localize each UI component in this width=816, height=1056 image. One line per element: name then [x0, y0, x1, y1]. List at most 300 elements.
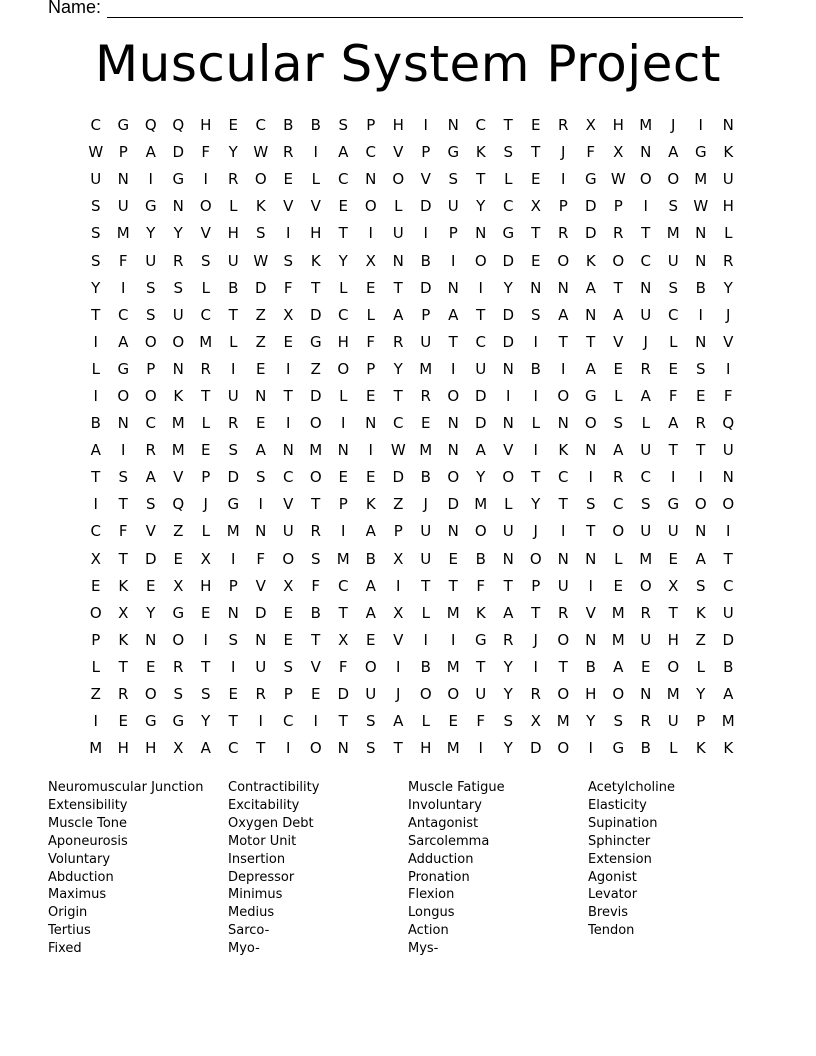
grid-letter[interactable]: J	[561, 143, 566, 162]
grid-letter[interactable]: F	[723, 386, 733, 405]
grid-letter[interactable]: D	[474, 414, 487, 433]
grid-letter[interactable]: T	[476, 305, 486, 324]
grid-letter[interactable]: L	[724, 224, 733, 243]
grid-letter[interactable]: O	[172, 630, 185, 649]
grid-letter[interactable]: M	[666, 224, 680, 243]
grid-letter[interactable]: B	[365, 549, 376, 568]
grid-letter[interactable]: T	[283, 386, 293, 405]
grid-letter[interactable]: E	[283, 603, 293, 622]
grid-letter[interactable]: V	[283, 495, 294, 514]
grid-letter[interactable]: E	[613, 359, 623, 378]
grid-letter[interactable]: P	[366, 116, 376, 135]
grid-letter[interactable]: O	[474, 522, 487, 541]
grid-letter[interactable]: M	[171, 441, 185, 460]
grid-letter[interactable]: I	[506, 386, 511, 405]
grid-letter[interactable]: O	[254, 170, 267, 189]
grid-letter[interactable]: U	[392, 224, 404, 243]
name-underline[interactable]	[107, 1, 743, 18]
grid-letter[interactable]: T	[118, 657, 128, 676]
grid-letter[interactable]: V	[585, 603, 596, 622]
grid-letter[interactable]: E	[696, 386, 706, 405]
grid-letter[interactable]: S	[668, 197, 679, 216]
grid-letter[interactable]: I	[286, 414, 291, 433]
grid-letter[interactable]: N	[502, 359, 514, 378]
grid-letter[interactable]: T	[421, 576, 431, 595]
grid-letter[interactable]: N	[585, 549, 597, 568]
grid-letter[interactable]: L	[91, 359, 100, 378]
grid-letter[interactable]: I	[698, 468, 703, 487]
grid-letter[interactable]: O	[667, 657, 680, 676]
grid-letter[interactable]: D	[419, 197, 432, 216]
grid-letter[interactable]: Q	[144, 116, 157, 135]
grid-letter[interactable]: V	[145, 522, 156, 541]
grid-letter[interactable]: L	[504, 495, 513, 514]
grid-letter[interactable]: T	[201, 657, 211, 676]
grid-letter[interactable]: N	[722, 116, 734, 135]
grid-letter[interactable]: H	[667, 630, 679, 649]
grid-letter[interactable]: M	[666, 685, 680, 704]
grid-letter[interactable]: C	[668, 305, 679, 324]
grid-letter[interactable]: I	[93, 386, 98, 405]
grid-letter[interactable]: N	[475, 224, 487, 243]
grid-letter[interactable]: I	[258, 712, 263, 731]
grid-letter[interactable]: Y	[503, 739, 513, 758]
grid-letter[interactable]: I	[478, 278, 483, 297]
grid-letter[interactable]: C	[558, 468, 569, 487]
grid-letter[interactable]: T	[641, 224, 651, 243]
grid-letter[interactable]: Y	[503, 278, 513, 297]
grid-letter[interactable]: N	[172, 359, 184, 378]
grid-letter[interactable]: U	[420, 549, 432, 568]
grid-letter[interactable]: I	[286, 739, 291, 758]
grid-letter[interactable]: U	[420, 522, 432, 541]
grid-letter[interactable]: E	[448, 712, 458, 731]
grid-letter[interactable]: O	[529, 549, 542, 568]
grid-letter[interactable]: L	[229, 332, 238, 351]
grid-letter[interactable]: I	[203, 170, 208, 189]
grid-letter[interactable]: C	[228, 739, 239, 758]
grid-letter[interactable]: E	[146, 576, 156, 595]
grid-letter[interactable]: F	[118, 251, 128, 270]
grid-letter[interactable]: O	[639, 170, 652, 189]
grid-letter[interactable]: S	[613, 414, 624, 433]
grid-letter[interactable]: J	[643, 332, 648, 351]
grid-letter[interactable]: I	[451, 630, 456, 649]
grid-letter[interactable]: O	[584, 414, 597, 433]
grid-letter[interactable]: K	[695, 603, 706, 622]
grid-letter[interactable]: N	[282, 441, 294, 460]
grid-letter[interactable]: F	[668, 386, 678, 405]
grid-letter[interactable]: T	[393, 739, 403, 758]
grid-letter[interactable]: D	[144, 549, 157, 568]
grid-letter[interactable]: T	[338, 712, 348, 731]
grid-letter[interactable]: T	[558, 495, 568, 514]
grid-letter[interactable]: R	[613, 224, 624, 243]
grid-letter[interactable]: X	[365, 251, 376, 270]
grid-letter[interactable]: D	[419, 278, 432, 297]
grid-letter[interactable]: M	[639, 549, 653, 568]
grid-letter[interactable]: S	[503, 712, 514, 731]
grid-letter[interactable]: A	[118, 332, 129, 351]
grid-letter[interactable]: E	[256, 359, 266, 378]
grid-letter[interactable]: S	[173, 685, 184, 704]
grid-letter[interactable]: I	[368, 441, 373, 460]
grid-letter[interactable]: L	[339, 386, 348, 405]
grid-letter[interactable]: O	[144, 332, 157, 351]
grid-letter[interactable]: M	[116, 224, 130, 243]
grid-letter[interactable]: O	[309, 468, 322, 487]
grid-letter[interactable]: E	[173, 549, 183, 568]
grid-letter[interactable]: C	[503, 197, 514, 216]
grid-letter[interactable]: U	[172, 305, 184, 324]
grid-letter[interactable]: M	[199, 332, 213, 351]
grid-letter[interactable]: N	[145, 630, 157, 649]
grid-letter[interactable]: D	[502, 332, 515, 351]
grid-letter[interactable]: I	[341, 522, 346, 541]
grid-letter[interactable]: N	[557, 414, 569, 433]
grid-letter[interactable]: I	[258, 495, 263, 514]
grid-letter[interactable]: R	[640, 603, 651, 622]
grid-letter[interactable]: J	[423, 495, 428, 514]
grid-letter[interactable]: L	[641, 414, 650, 433]
grid-letter[interactable]: N	[695, 522, 707, 541]
grid-letter[interactable]: V	[613, 332, 624, 351]
grid-letter[interactable]: M	[474, 495, 488, 514]
grid-letter[interactable]: P	[91, 630, 101, 649]
grid-letter[interactable]: I	[588, 576, 593, 595]
grid-letter[interactable]: O	[612, 685, 625, 704]
grid-letter[interactable]: N	[557, 278, 569, 297]
grid-letter[interactable]: K	[365, 495, 376, 514]
grid-letter[interactable]: A	[145, 468, 156, 487]
grid-letter[interactable]: E	[613, 576, 623, 595]
grid-letter[interactable]: T	[503, 116, 513, 135]
grid-letter[interactable]: N	[695, 332, 707, 351]
grid-letter[interactable]: O	[144, 386, 157, 405]
grid-letter[interactable]: F	[586, 143, 596, 162]
grid-letter[interactable]: Z	[90, 685, 101, 704]
grid-letter[interactable]: D	[227, 468, 240, 487]
grid-letter[interactable]: T	[668, 603, 678, 622]
grid-letter[interactable]: U	[640, 305, 652, 324]
grid-letter[interactable]: U	[667, 522, 679, 541]
grid-letter[interactable]: N	[227, 603, 239, 622]
grid-letter[interactable]: I	[423, 116, 428, 135]
grid-letter[interactable]: S	[448, 170, 459, 189]
grid-letter[interactable]: I	[148, 170, 153, 189]
grid-letter[interactable]: A	[668, 143, 679, 162]
grid-letter[interactable]: O	[447, 468, 460, 487]
grid-letter[interactable]: G	[474, 630, 487, 649]
grid-letter[interactable]: V	[255, 576, 266, 595]
grid-letter[interactable]: U	[667, 251, 679, 270]
grid-letter[interactable]: S	[613, 712, 624, 731]
grid-letter[interactable]: A	[585, 359, 596, 378]
grid-letter[interactable]: D	[447, 495, 460, 514]
grid-letter[interactable]: I	[533, 386, 538, 405]
grid-letter[interactable]: Y	[503, 657, 513, 676]
grid-letter[interactable]: M	[419, 359, 433, 378]
grid-letter[interactable]: P	[393, 522, 403, 541]
grid-letter[interactable]: H	[337, 332, 349, 351]
grid-letter[interactable]: B	[310, 603, 321, 622]
grid-letter[interactable]: E	[201, 603, 211, 622]
grid-letter[interactable]: C	[640, 251, 651, 270]
grid-letter[interactable]: Z	[695, 630, 706, 649]
grid-letter[interactable]: R	[613, 468, 624, 487]
grid-letter[interactable]: U	[722, 603, 734, 622]
grid-letter[interactable]: Y	[503, 685, 513, 704]
grid-letter[interactable]: I	[396, 657, 401, 676]
grid-letter[interactable]: K	[118, 576, 129, 595]
grid-letter[interactable]: O	[694, 495, 707, 514]
grid-letter[interactable]: M	[446, 603, 460, 622]
grid-letter[interactable]: X	[338, 630, 349, 649]
grid-letter[interactable]: N	[502, 549, 514, 568]
grid-letter[interactable]: N	[365, 170, 377, 189]
grid-letter[interactable]: O	[337, 359, 350, 378]
grid-letter[interactable]: A	[90, 441, 101, 460]
grid-letter[interactable]: R	[640, 359, 651, 378]
grid-letter[interactable]: K	[255, 197, 266, 216]
grid-letter[interactable]: S	[255, 224, 266, 243]
grid-letter[interactable]: N	[255, 522, 267, 541]
grid-letter[interactable]: T	[228, 305, 238, 324]
grid-letter[interactable]: H	[612, 116, 624, 135]
grid-letter[interactable]: O	[447, 685, 460, 704]
grid-letter[interactable]: R	[558, 116, 569, 135]
grid-letter[interactable]: T	[393, 386, 403, 405]
grid-letter[interactable]: D	[309, 386, 322, 405]
grid-letter[interactable]: S	[90, 251, 101, 270]
grid-letter[interactable]: I	[231, 359, 236, 378]
grid-letter[interactable]: M	[419, 441, 433, 460]
grid-letter[interactable]: D	[392, 468, 405, 487]
grid-letter[interactable]: B	[420, 468, 431, 487]
grid-letter[interactable]: R	[420, 386, 431, 405]
grid-letter[interactable]: T	[201, 386, 211, 405]
grid-letter[interactable]: I	[423, 630, 428, 649]
grid-letter[interactable]: O	[612, 522, 625, 541]
grid-letter[interactable]: B	[475, 549, 486, 568]
grid-letter[interactable]: L	[366, 305, 375, 324]
grid-letter[interactable]: G	[144, 197, 157, 216]
grid-letter[interactable]: Q	[172, 116, 185, 135]
grid-letter[interactable]: R	[530, 685, 541, 704]
grid-letter[interactable]: C	[338, 576, 349, 595]
grid-letter[interactable]: I	[231, 549, 236, 568]
grid-letter[interactable]: O	[557, 739, 570, 758]
grid-letter[interactable]: R	[173, 251, 184, 270]
grid-letter[interactable]: S	[585, 495, 596, 514]
grid-letter[interactable]: N	[447, 414, 459, 433]
grid-letter[interactable]: U	[227, 386, 239, 405]
grid-letter[interactable]: M	[556, 712, 570, 731]
grid-letter[interactable]: Y	[393, 359, 403, 378]
grid-letter[interactable]: C	[283, 468, 294, 487]
grid-letter[interactable]: E	[228, 685, 238, 704]
grid-letter[interactable]: V	[283, 197, 294, 216]
grid-letter[interactable]: E	[448, 549, 458, 568]
grid-letter[interactable]: J	[726, 305, 731, 324]
grid-letter[interactable]: R	[283, 143, 294, 162]
grid-letter[interactable]: K	[475, 143, 486, 162]
grid-letter[interactable]: N	[640, 685, 652, 704]
grid-letter[interactable]: C	[613, 495, 624, 514]
grid-letter[interactable]: N	[502, 414, 514, 433]
grid-letter[interactable]: G	[227, 495, 240, 514]
grid-letter[interactable]: B	[723, 657, 734, 676]
grid-letter[interactable]: M	[611, 603, 625, 622]
grid-letter[interactable]: N	[557, 549, 569, 568]
grid-letter[interactable]: O	[722, 495, 735, 514]
grid-letter[interactable]: G	[502, 224, 515, 243]
grid-letter[interactable]: V	[393, 143, 404, 162]
grid-letter[interactable]: E	[531, 170, 541, 189]
grid-letter[interactable]: S	[118, 468, 129, 487]
grid-letter[interactable]: P	[366, 359, 376, 378]
grid-letter[interactable]: M	[694, 170, 708, 189]
grid-letter[interactable]: A	[393, 305, 404, 324]
grid-letter[interactable]: V	[723, 332, 734, 351]
grid-letter[interactable]: A	[585, 278, 596, 297]
grid-letter[interactable]: U	[227, 251, 239, 270]
grid-letter[interactable]: I	[203, 630, 208, 649]
grid-letter[interactable]: U	[255, 657, 267, 676]
grid-letter[interactable]: X	[530, 197, 541, 216]
grid-letter[interactable]: R	[723, 251, 734, 270]
grid-letter[interactable]: A	[558, 305, 569, 324]
grid-letter[interactable]: H	[585, 685, 597, 704]
grid-letter[interactable]: T	[531, 224, 541, 243]
grid-letter[interactable]: F	[476, 576, 486, 595]
grid-letter[interactable]: N	[365, 414, 377, 433]
grid-letter[interactable]: U	[365, 685, 377, 704]
grid-letter[interactable]: D	[337, 685, 350, 704]
grid-letter[interactable]: F	[201, 143, 211, 162]
grid-letter[interactable]: L	[91, 657, 100, 676]
grid-letter[interactable]: T	[668, 441, 678, 460]
grid-letter[interactable]: W	[610, 170, 626, 189]
grid-letter[interactable]: H	[145, 739, 157, 758]
grid-letter[interactable]: D	[502, 305, 515, 324]
grid-letter[interactable]: W	[693, 197, 709, 216]
grid-letter[interactable]: I	[313, 143, 318, 162]
grid-letter[interactable]: Y	[228, 143, 238, 162]
grid-letter[interactable]: V	[310, 197, 321, 216]
grid-letter[interactable]: C	[723, 576, 734, 595]
grid-letter[interactable]: K	[118, 630, 129, 649]
grid-letter[interactable]: S	[145, 278, 156, 297]
grid-letter[interactable]: Y	[338, 251, 348, 270]
grid-letter[interactable]: R	[695, 414, 706, 433]
grid-letter[interactable]: H	[722, 197, 734, 216]
grid-letter[interactable]: S	[338, 116, 349, 135]
grid-letter[interactable]: N	[640, 143, 652, 162]
grid-letter[interactable]: I	[121, 441, 126, 460]
grid-letter[interactable]: A	[613, 305, 624, 324]
grid-letter[interactable]: M	[309, 441, 323, 460]
grid-letter[interactable]: N	[695, 224, 707, 243]
grid-letter[interactable]: O	[557, 251, 570, 270]
grid-letter[interactable]: G	[447, 143, 460, 162]
grid-letter[interactable]: R	[393, 332, 404, 351]
grid-letter[interactable]: P	[613, 197, 623, 216]
grid-letter[interactable]: U	[722, 441, 734, 460]
grid-letter[interactable]: N	[447, 522, 459, 541]
grid-letter[interactable]: T	[531, 143, 541, 162]
grid-letter[interactable]: B	[420, 657, 431, 676]
grid-letter[interactable]: L	[394, 197, 403, 216]
grid-letter[interactable]: E	[531, 251, 541, 270]
grid-letter[interactable]: I	[478, 739, 483, 758]
grid-letter[interactable]: G	[172, 170, 185, 189]
grid-letter[interactable]: I	[451, 251, 456, 270]
grid-letter[interactable]: V	[393, 630, 404, 649]
grid-letter[interactable]: P	[421, 143, 431, 162]
grid-letter[interactable]: R	[558, 224, 569, 243]
grid-letter[interactable]: E	[256, 414, 266, 433]
grid-letter[interactable]: Q	[172, 495, 185, 514]
grid-letter[interactable]: O	[117, 386, 130, 405]
grid-letter[interactable]: S	[695, 576, 706, 595]
grid-letter[interactable]: C	[90, 116, 101, 135]
grid-letter[interactable]: W	[253, 251, 269, 270]
grid-letter[interactable]: M	[171, 414, 185, 433]
grid-letter[interactable]: E	[366, 630, 376, 649]
grid-letter[interactable]: L	[696, 657, 705, 676]
grid-letter[interactable]: F	[338, 657, 348, 676]
grid-letter[interactable]: Y	[173, 224, 183, 243]
grid-letter[interactable]: P	[558, 197, 568, 216]
grid-letter[interactable]: A	[503, 603, 514, 622]
grid-letter[interactable]: N	[337, 441, 349, 460]
grid-letter[interactable]: H	[392, 116, 404, 135]
grid-letter[interactable]: K	[723, 739, 734, 758]
grid-letter[interactable]: M	[446, 657, 460, 676]
grid-letter[interactable]: C	[365, 143, 376, 162]
grid-letter[interactable]: Z	[310, 359, 321, 378]
grid-letter[interactable]: I	[368, 224, 373, 243]
grid-letter[interactable]: S	[90, 224, 101, 243]
grid-letter[interactable]: K	[723, 143, 734, 162]
grid-letter[interactable]: B	[695, 278, 706, 297]
grid-letter[interactable]: C	[90, 522, 101, 541]
grid-letter[interactable]: A	[338, 143, 349, 162]
grid-letter[interactable]: U	[667, 712, 679, 731]
grid-letter[interactable]: Z	[173, 522, 184, 541]
grid-letter[interactable]: D	[722, 630, 735, 649]
grid-letter[interactable]: K	[558, 441, 569, 460]
grid-letter[interactable]: O	[392, 170, 405, 189]
grid-letter[interactable]: O	[172, 332, 185, 351]
grid-letter[interactable]: S	[145, 495, 156, 514]
grid-letter[interactable]: H	[200, 576, 212, 595]
grid-letter[interactable]: U	[90, 170, 102, 189]
grid-letter[interactable]: A	[365, 603, 376, 622]
grid-letter[interactable]: A	[448, 305, 459, 324]
grid-letter[interactable]: I	[423, 224, 428, 243]
grid-letter[interactable]: J	[533, 630, 538, 649]
grid-letter[interactable]: U	[117, 197, 129, 216]
grid-letter[interactable]: F	[476, 712, 486, 731]
grid-letter[interactable]: G	[667, 495, 680, 514]
grid-letter[interactable]: E	[283, 332, 293, 351]
grid-letter[interactable]: O	[474, 251, 487, 270]
grid-letter[interactable]: B	[420, 251, 431, 270]
grid-letter[interactable]: S	[530, 305, 541, 324]
grid-letter[interactable]: J	[203, 495, 208, 514]
